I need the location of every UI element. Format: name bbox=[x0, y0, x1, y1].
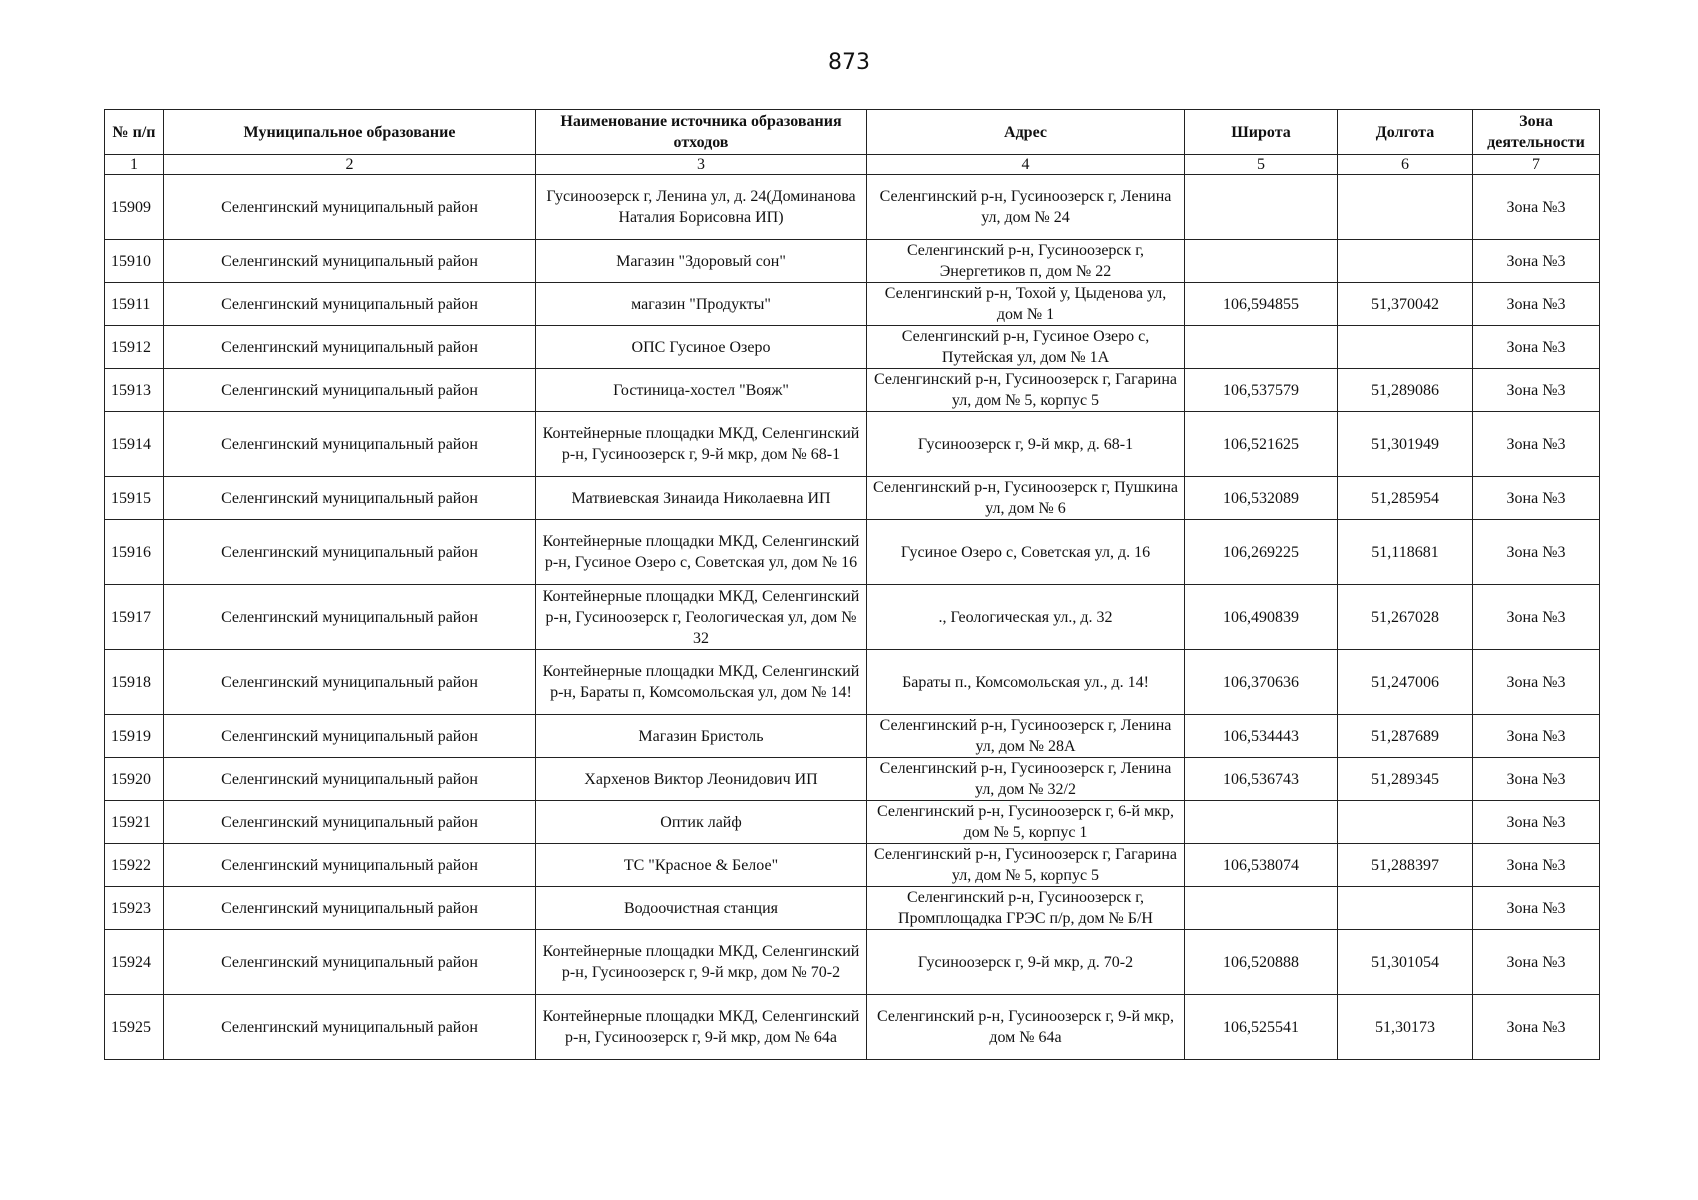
latitude-cell bbox=[1185, 326, 1338, 369]
address-cell: Селенгинский р-н, Гусиноозерск г, Гагарина ул, дом № 5, корпус 5 bbox=[867, 844, 1185, 887]
header-cell-longitude: Долгота bbox=[1338, 110, 1473, 155]
source-name-cell: Гостиница-хостел "Вояж" bbox=[536, 369, 867, 412]
municipality-cell: Селенгинский муниципальный район bbox=[164, 326, 536, 369]
latitude-cell bbox=[1185, 175, 1338, 240]
source-name-cell: Магазин "Здоровый сон" bbox=[536, 240, 867, 283]
source-name-cell: Гусиноозерск г, Ленина ул, д. 24(Доминанова Наталия Борисовна ИП) bbox=[536, 175, 867, 240]
longitude-cell: 51,301054 bbox=[1338, 930, 1473, 995]
longitude-cell: 51,289086 bbox=[1338, 369, 1473, 412]
row-number-cell: 15909 bbox=[105, 175, 164, 240]
address-cell: Селенгинский р-н, Гусиноозерск г, Ленина ул, дом № 32/2 bbox=[867, 758, 1185, 801]
zone-cell: Зона №3 bbox=[1473, 844, 1600, 887]
latitude-cell bbox=[1185, 887, 1338, 930]
row-number-cell: 15918 bbox=[105, 650, 164, 715]
municipality-cell: Селенгинский муниципальный район bbox=[164, 175, 536, 240]
source-name-cell: магазин "Продукты" bbox=[536, 283, 867, 326]
municipality-cell: Селенгинский муниципальный район bbox=[164, 844, 536, 887]
column-number-cell: 1 bbox=[105, 155, 164, 175]
header-cell-source-name: Наименование источника образования отходов bbox=[536, 110, 867, 155]
address-cell: Селенгинский р-н, Гусиноозерск г, 6-й мкр, дом № 5, корпус 1 bbox=[867, 801, 1185, 844]
table-row bbox=[105, 175, 1600, 240]
municipality-cell: Селенгинский муниципальный район bbox=[164, 240, 536, 283]
municipality-cell: Селенгинский муниципальный район bbox=[164, 887, 536, 930]
zone-cell: Зона №3 bbox=[1473, 758, 1600, 801]
municipality-cell: Селенгинский муниципальный район bbox=[164, 758, 536, 801]
longitude-cell: 51,301949 bbox=[1338, 412, 1473, 477]
zone-cell: Зона №3 bbox=[1473, 326, 1600, 369]
zone-cell: Зона №3 bbox=[1473, 283, 1600, 326]
address-cell: Селенгинский р-н, Гусиноозерск г, Гагарина ул, дом № 5, корпус 5 bbox=[867, 369, 1185, 412]
source-name-cell: Хархенов Виктор Леонидович ИП bbox=[536, 758, 867, 801]
header-cell-latitude: Широта bbox=[1185, 110, 1338, 155]
latitude-cell: 106,532089 bbox=[1185, 477, 1338, 520]
table-row bbox=[105, 930, 1600, 995]
header-row bbox=[105, 110, 1600, 155]
column-number-cell: 2 bbox=[164, 155, 536, 175]
column-number-cell: 6 bbox=[1338, 155, 1473, 175]
source-name-cell: Магазин Бристоль bbox=[536, 715, 867, 758]
row-number-cell: 15924 bbox=[105, 930, 164, 995]
column-number-cell: 5 bbox=[1185, 155, 1338, 175]
address-cell: Селенгинский р-н, Гусиноозерск г, 9-й мкр, дом № 64а bbox=[867, 995, 1185, 1060]
table-row bbox=[105, 326, 1600, 369]
table-body bbox=[105, 175, 1600, 1060]
row-number-cell: 15925 bbox=[105, 995, 164, 1060]
address-cell: Селенгинский р-н, Гусиноозерск г, Промплощадка ГРЭС п/р, дом № Б/Н bbox=[867, 887, 1185, 930]
zone-cell: Зона №3 bbox=[1473, 930, 1600, 995]
municipality-cell: Селенгинский муниципальный район bbox=[164, 930, 536, 995]
address-cell: Бараты п., Комсомольская ул., д. 14! bbox=[867, 650, 1185, 715]
table-row bbox=[105, 844, 1600, 887]
address-cell: Селенгинский р-н, Гусиноозерск г, Пушкина ул, дом № 6 bbox=[867, 477, 1185, 520]
longitude-cell bbox=[1338, 326, 1473, 369]
latitude-cell: 106,521625 bbox=[1185, 412, 1338, 477]
longitude-cell bbox=[1338, 175, 1473, 240]
latitude-cell: 106,525541 bbox=[1185, 995, 1338, 1060]
latitude-cell: 106,520888 bbox=[1185, 930, 1338, 995]
municipality-cell: Селенгинский муниципальный район bbox=[164, 995, 536, 1060]
row-number-cell: 15910 bbox=[105, 240, 164, 283]
municipality-cell: Селенгинский муниципальный район bbox=[164, 477, 536, 520]
source-name-cell: ОПС Гусиное Озеро bbox=[536, 326, 867, 369]
longitude-cell: 51,30173 bbox=[1338, 995, 1473, 1060]
zone-cell: Зона №3 bbox=[1473, 412, 1600, 477]
row-number-cell: 15911 bbox=[105, 283, 164, 326]
row-number-cell: 15912 bbox=[105, 326, 164, 369]
zone-cell: Зона №3 bbox=[1473, 650, 1600, 715]
row-number-cell: 15917 bbox=[105, 585, 164, 650]
latitude-cell: 106,269225 bbox=[1185, 520, 1338, 585]
latitude-cell: 106,370636 bbox=[1185, 650, 1338, 715]
address-cell: Селенгинский р-н, Гусиноозерск г, Ленина ул, дом № 28А bbox=[867, 715, 1185, 758]
address-cell: Селенгинский р-н, Тохой у, Цыденова ул, дом № 1 bbox=[867, 283, 1185, 326]
table-row bbox=[105, 801, 1600, 844]
longitude-cell: 51,370042 bbox=[1338, 283, 1473, 326]
row-number-cell: 15913 bbox=[105, 369, 164, 412]
municipality-cell: Селенгинский муниципальный район bbox=[164, 715, 536, 758]
address-cell: Гусиное Озеро с, Советская ул, д. 16 bbox=[867, 520, 1185, 585]
zone-cell: Зона №3 bbox=[1473, 715, 1600, 758]
longitude-cell: 51,287689 bbox=[1338, 715, 1473, 758]
longitude-cell: 51,289345 bbox=[1338, 758, 1473, 801]
municipality-cell: Селенгинский муниципальный район bbox=[164, 585, 536, 650]
latitude-cell: 106,490839 bbox=[1185, 585, 1338, 650]
row-number-cell: 15920 bbox=[105, 758, 164, 801]
table-row bbox=[105, 240, 1600, 283]
header-cell-address: Адрес bbox=[867, 110, 1185, 155]
table-row bbox=[105, 758, 1600, 801]
address-cell: Гусиноозерск г, 9-й мкр, д. 68-1 bbox=[867, 412, 1185, 477]
longitude-cell bbox=[1338, 887, 1473, 930]
row-number-cell: 15922 bbox=[105, 844, 164, 887]
zone-cell: Зона №3 bbox=[1473, 369, 1600, 412]
longitude-cell: 51,288397 bbox=[1338, 844, 1473, 887]
column-numbers-row bbox=[105, 155, 1600, 175]
source-name-cell: Водоочистная станция bbox=[536, 887, 867, 930]
table-row bbox=[105, 477, 1600, 520]
latitude-cell: 106,538074 bbox=[1185, 844, 1338, 887]
longitude-cell bbox=[1338, 801, 1473, 844]
table-row bbox=[105, 887, 1600, 930]
source-name-cell: Контейнерные площадки МКД, Селенгинский р-н, Бараты п, Комсомольская ул, дом № 14! bbox=[536, 650, 867, 715]
row-number-cell: 15921 bbox=[105, 801, 164, 844]
municipality-cell: Селенгинский муниципальный район bbox=[164, 650, 536, 715]
address-cell: Селенгинский р-н, Гусиноозерск г, Ленина ул, дом № 24 bbox=[867, 175, 1185, 240]
table-row bbox=[105, 715, 1600, 758]
waste-sources-table bbox=[104, 109, 1600, 1060]
longitude-cell bbox=[1338, 240, 1473, 283]
municipality-cell: Селенгинский муниципальный район bbox=[164, 520, 536, 585]
row-number-cell: 15916 bbox=[105, 520, 164, 585]
latitude-cell: 106,594855 bbox=[1185, 283, 1338, 326]
table-row bbox=[105, 995, 1600, 1060]
latitude-cell: 106,534443 bbox=[1185, 715, 1338, 758]
longitude-cell: 51,285954 bbox=[1338, 477, 1473, 520]
longitude-cell: 51,267028 bbox=[1338, 585, 1473, 650]
source-name-cell: Оптик лайф bbox=[536, 801, 867, 844]
municipality-cell: Селенгинский муниципальный район bbox=[164, 283, 536, 326]
municipality-cell: Селенгинский муниципальный район bbox=[164, 412, 536, 477]
zone-cell: Зона №3 bbox=[1473, 520, 1600, 585]
column-number-cell: 4 bbox=[867, 155, 1185, 175]
zone-cell: Зона №3 bbox=[1473, 240, 1600, 283]
source-name-cell: Контейнерные площадки МКД, Селенгинский р-н, Гусиноозерск г, 9-й мкр, дом № 70-2 bbox=[536, 930, 867, 995]
zone-cell: Зона №3 bbox=[1473, 585, 1600, 650]
address-cell: ., Геологическая ул., д. 32 bbox=[867, 585, 1185, 650]
longitude-cell: 51,118681 bbox=[1338, 520, 1473, 585]
source-name-cell: Контейнерные площадки МКД, Селенгинский р-н, Гусиное Озеро с, Советская ул, дом № 16 bbox=[536, 520, 867, 585]
zone-cell: Зона №3 bbox=[1473, 477, 1600, 520]
zone-cell: Зона №3 bbox=[1473, 995, 1600, 1060]
page-number: 873 bbox=[828, 50, 870, 75]
column-number-cell: 7 bbox=[1473, 155, 1600, 175]
source-name-cell: Контейнерные площадки МКД, Селенгинский р-н, Гусиноозерск г, 9-й мкр, дом № 68-1 bbox=[536, 412, 867, 477]
table-row bbox=[105, 412, 1600, 477]
source-name-cell: Контейнерные площадки МКД, Селенгинский р-н, Гусиноозерск г, Геологическая ул, дом № 32 bbox=[536, 585, 867, 650]
latitude-cell bbox=[1185, 240, 1338, 283]
header-cell-municipality: Муниципальное образование bbox=[164, 110, 536, 155]
table-row bbox=[105, 585, 1600, 650]
zone-cell: Зона №3 bbox=[1473, 801, 1600, 844]
row-number-cell: 15923 bbox=[105, 887, 164, 930]
source-name-cell: Контейнерные площадки МКД, Селенгинский р-н, Гусиноозерск г, 9-й мкр, дом № 64а bbox=[536, 995, 867, 1060]
source-name-cell: Матвиевская Зинаида Николаевна ИП bbox=[536, 477, 867, 520]
source-name-cell: ТС "Красное & Белое" bbox=[536, 844, 867, 887]
latitude-cell: 106,537579 bbox=[1185, 369, 1338, 412]
row-number-cell: 15915 bbox=[105, 477, 164, 520]
address-cell: Селенгинский р-н, Гусиноозерск г, Энергетиков п, дом № 22 bbox=[867, 240, 1185, 283]
zone-cell: Зона №3 bbox=[1473, 175, 1600, 240]
municipality-cell: Селенгинский муниципальный район bbox=[164, 369, 536, 412]
municipality-cell: Селенгинский муниципальный район bbox=[164, 801, 536, 844]
address-cell: Гусиноозерск г, 9-й мкр, д. 70-2 bbox=[867, 930, 1185, 995]
latitude-cell: 106,536743 bbox=[1185, 758, 1338, 801]
table-row bbox=[105, 650, 1600, 715]
row-number-cell: 15914 bbox=[105, 412, 164, 477]
longitude-cell: 51,247006 bbox=[1338, 650, 1473, 715]
table-row bbox=[105, 369, 1600, 412]
header-cell-zone: Зона деятельности bbox=[1473, 110, 1600, 155]
zone-cell: Зона №3 bbox=[1473, 887, 1600, 930]
header-cell-number: № п/п bbox=[105, 110, 164, 155]
column-number-cell: 3 bbox=[536, 155, 867, 175]
address-cell: Селенгинский р-н, Гусиное Озеро с, Путейская ул, дом № 1А bbox=[867, 326, 1185, 369]
latitude-cell bbox=[1185, 801, 1338, 844]
table-row bbox=[105, 520, 1600, 585]
table-row bbox=[105, 283, 1600, 326]
row-number-cell: 15919 bbox=[105, 715, 164, 758]
